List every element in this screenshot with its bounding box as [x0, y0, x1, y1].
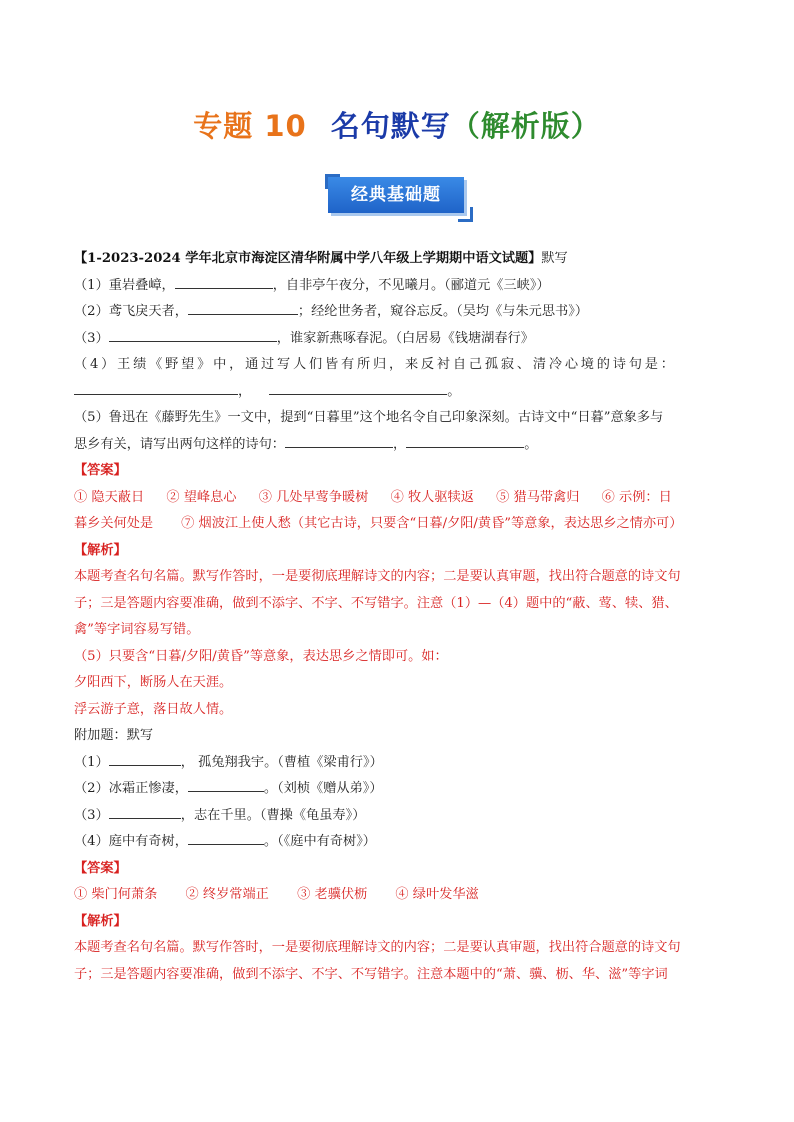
question1-item-2	[74, 299, 724, 326]
item-number: （5）	[74, 410, 109, 425]
item-text: 。	[447, 383, 461, 399]
question1-item-4	[74, 352, 724, 379]
answer-blank	[188, 300, 298, 315]
answer-item: ③ 几处早莺争暖树	[258, 489, 369, 505]
content-body	[74, 246, 724, 988]
item-number: （4）	[74, 834, 109, 849]
analysis1-line5: 夕阳西下，断肠人在天涯。	[74, 675, 233, 690]
answer1-line2	[74, 511, 724, 538]
item-text: 鸢飞戾天者，	[108, 304, 188, 319]
question1-item-5	[74, 405, 724, 432]
answer-label: 【答案】	[74, 860, 127, 876]
answer-blank	[109, 327, 277, 342]
analysis-label: 【解析】	[74, 542, 127, 558]
answer-blank	[285, 433, 393, 448]
answer-item: ② 终岁常端正	[185, 887, 269, 902]
analysis-label: 【解析】	[74, 913, 127, 929]
question-source-suffix: 默写	[541, 251, 568, 266]
item-text: 鲁迅在《藤野先生》一文中，提到“日暮里”这个地名令自己印象深刻。古诗文中“日暮”意象多与	[108, 410, 664, 425]
item-text: ， 孤兔翔我宇。（曹植《梁甫行》）	[180, 754, 383, 770]
item-number: （4）	[74, 357, 118, 372]
analysis1-line1: 本题考查名句名篇。默写作答时，一是要彻底理解诗文的内容；二是要认真审题，找出符合题意的诗文句	[74, 569, 681, 584]
item-text: ，	[238, 383, 252, 399]
item-text: ，谁家新燕啄春泥。（白居易《钱塘湖春行》	[276, 330, 534, 346]
item-text: 王绩《野望》中，通过写人们皆有所归，来反衬自己孤寂、清冷心境的诗句是：	[117, 357, 677, 372]
answer-blank	[269, 380, 447, 395]
answer-item: ⑤ 猎马带禽归	[496, 489, 580, 505]
item-text: 。（《庭中有奇树》）	[263, 834, 376, 849]
badge-corner-bottom-right	[458, 207, 473, 222]
item-number: （3）	[74, 807, 109, 823]
answer-blank	[406, 433, 524, 448]
item-number: （2）	[74, 781, 109, 796]
item-text: ，	[393, 436, 407, 452]
answer-item: ④ 绿叶发华滋	[395, 887, 479, 902]
item-text: 思乡有关，请写出两句这样的诗句：	[74, 436, 285, 452]
answer-blank	[109, 751, 181, 766]
item-text: 。	[524, 436, 538, 452]
answer-item: ⑦ 烟波江上使人愁（其它古诗，只要含“日暮/夕阳/黄昏”等意象，表达思乡之情亦可）	[181, 516, 683, 531]
item-text: 重岩叠嶂，	[108, 277, 175, 293]
answer-item: ② 望峰息心	[166, 489, 237, 505]
analysis1-line3: 禽”等字词容易写错。	[74, 622, 200, 637]
badge-corner-top-left	[325, 174, 340, 189]
answer-blank	[175, 274, 273, 289]
analysis2-line1: 本题考查名句名篇。默写作答时，一是要彻底理解诗文的内容；二是要认真审题，找出符合题意的诗文句	[74, 940, 681, 955]
question1-item-5-line2	[74, 432, 724, 459]
answer-label: 【答案】	[74, 463, 127, 478]
question2-item-1	[74, 750, 724, 777]
item-text: ；经纶世务者，窥谷忘反。（吴均《与朱元思书》）	[297, 304, 589, 319]
question-source: 【1-2023-2024 学年北京市海淀区清华附属中学八年级上学期期中语文试题】	[74, 251, 542, 266]
question2-heading: 附加题：默写	[74, 728, 154, 743]
analysis1-line4: （5）只要含“日暮/夕阳/黄昏”等意象，表达思乡之情即可。如：	[74, 648, 448, 664]
answer-item: ① 柴门何萧条	[74, 887, 158, 902]
item-number: （1）	[74, 277, 109, 293]
question2-item-3	[74, 803, 724, 830]
answer-blank	[74, 380, 238, 395]
question1-item-4-blanks	[74, 379, 724, 406]
item-text: 庭中有奇树，	[108, 834, 188, 849]
item-text: 冰霜正惨凄，	[108, 781, 188, 796]
title-edition: （解析版）	[450, 109, 601, 143]
answer-item: ① 隐天蔽日	[74, 489, 145, 505]
answer-blank	[188, 777, 264, 792]
answer1-line1	[74, 485, 724, 512]
question1-item-1	[74, 273, 724, 300]
item-text: ，自非亭午夜分，不见曦月。（郦道元《三峡》）	[272, 277, 550, 293]
title-topic-number: 专题 10	[193, 109, 307, 143]
item-number: （1）	[74, 754, 109, 770]
page-title	[0, 104, 794, 145]
answer-item: ④ 牧人驱犊返	[390, 489, 474, 505]
analysis2-line2: 子；三是答题内容要准确，做到不添字、不字、不写错字。注意本题中的“萧、骥、枥、华、滋”等字词	[74, 966, 668, 982]
badge-label: 经典基础题	[328, 177, 464, 213]
question2-item-4	[74, 829, 724, 856]
question2-item-2	[74, 776, 724, 803]
answer-item: 暮乡关何处是	[74, 516, 154, 531]
question1-item-3	[74, 326, 724, 353]
section-badge	[325, 174, 475, 224]
item-number: （3）	[74, 330, 109, 346]
item-text: ，志在千里。（曹操《龟虽寿》）	[180, 807, 366, 823]
item-text: 。（刘桢《赠从弟》）	[263, 781, 383, 796]
answer2-line	[74, 882, 724, 909]
answer-item: ⑥ 示例：日	[601, 489, 672, 505]
answer-blank	[188, 830, 264, 845]
analysis1-line2: 子；三是答题内容要准确，做到不添字、不字、不写错字。注意（1）—（4）题中的“蔽、莺、犊、猎、	[74, 595, 678, 611]
item-number: （2）	[74, 304, 109, 319]
analysis1-line6: 浮云游子意，落日故人情。	[74, 701, 233, 717]
title-topic-name: 名句默写	[330, 109, 451, 143]
answer-item: ③ 老骥伏枥	[297, 887, 368, 902]
question1-source	[74, 246, 724, 273]
answer-blank	[109, 804, 181, 819]
